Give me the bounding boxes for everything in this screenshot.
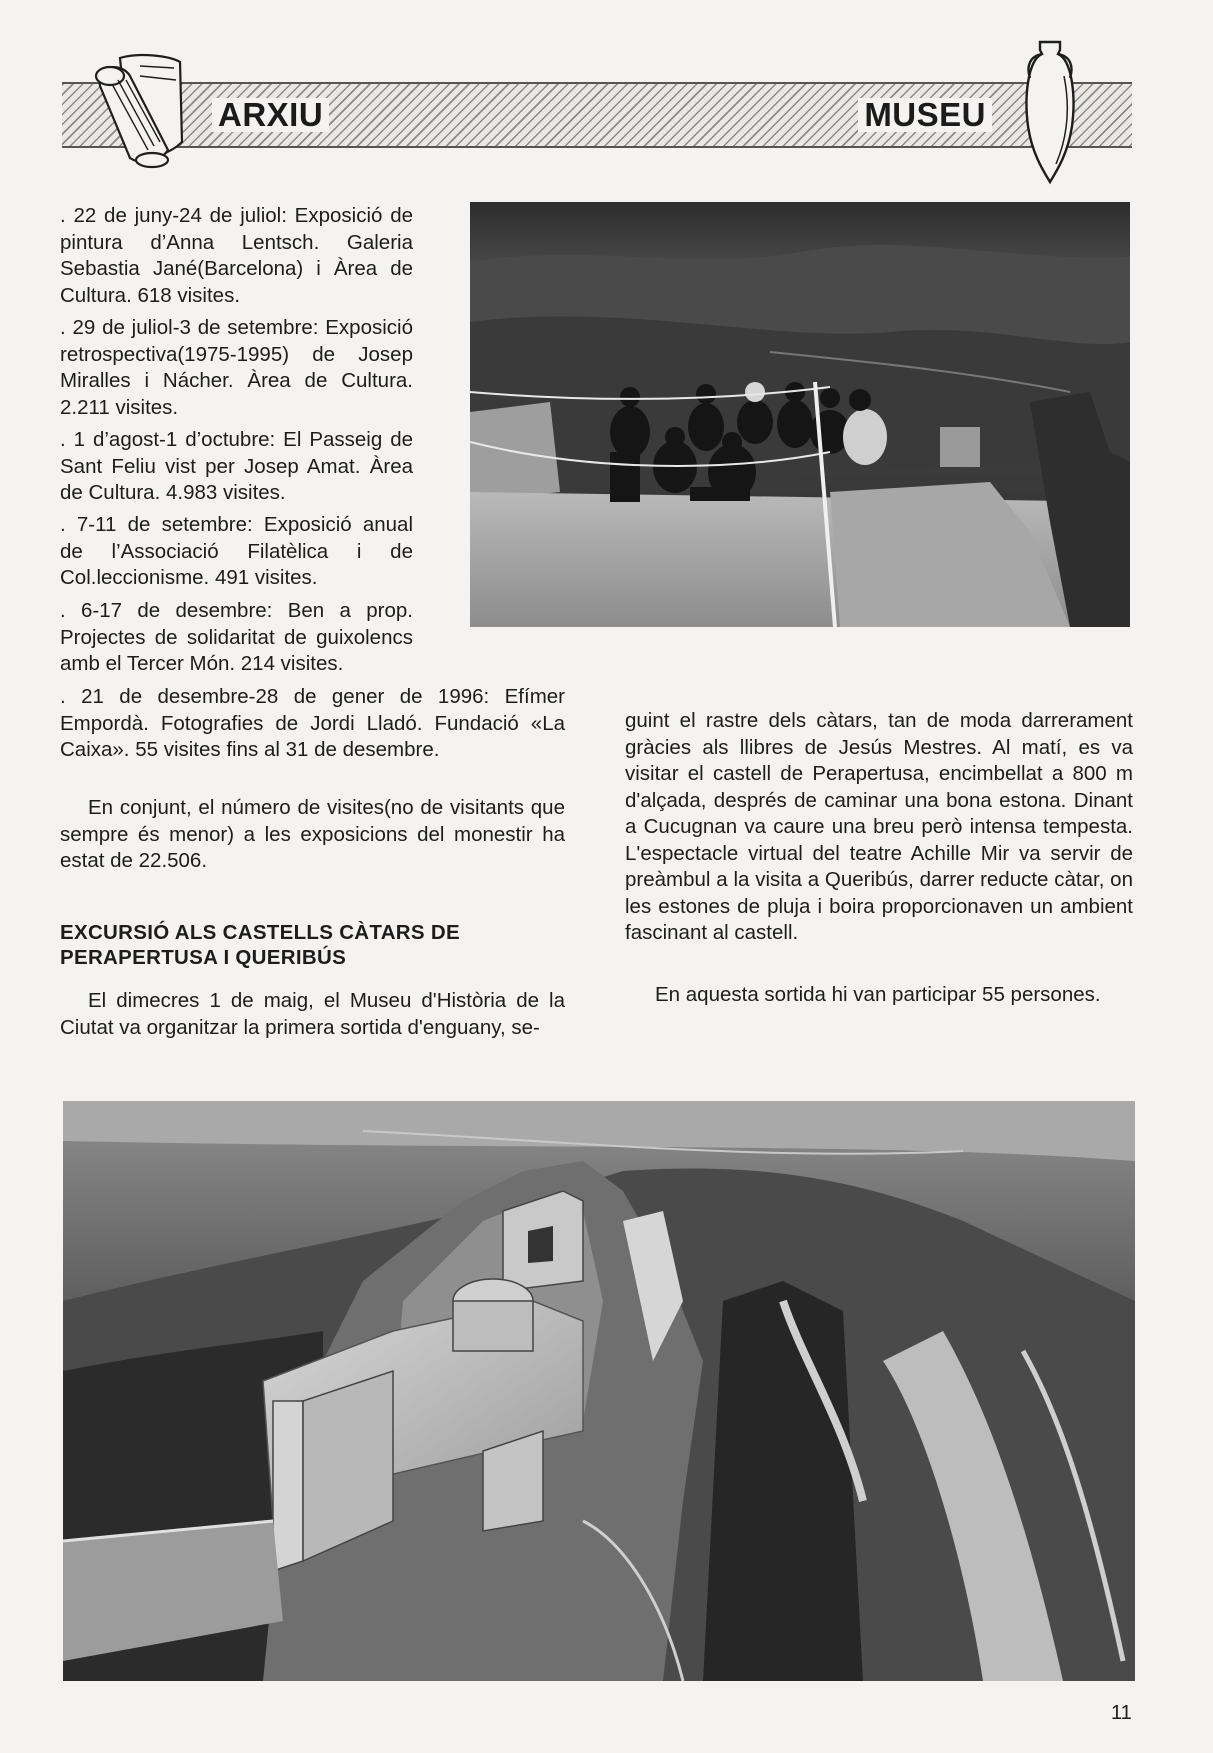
visits-summary: En conjunt, el número de visites(no de visitants que sempre és menor) a les exposicions del monestir ha estat de 22.506. [60, 796, 565, 872]
exhibition-item: . 22 de juny-24 de juliol: Exposició de pintura d’Anna Lentsch. Galeria Sebastia Jané(Barcelona) i Àrea de Cultura. 618 visites. [60, 204, 413, 307]
exhibition-item: . 6-17 de desembre: Ben a prop. Projectes de solidaritat de guixolencs amb el Tercer Món. 214 visites. [60, 599, 413, 675]
exhibition-item: . 29 de juliol-3 de setembre: Exposició retrospectiva(1975-1995) de Josep Miralles i Nácher. Àrea de Cultura. 2.211 visites. [60, 316, 413, 419]
excursion-paragraph-start: El dimecres 1 de maig, el Museu d'Història de la Ciutat va organitzar la primera sortida d'enguany, se- [60, 989, 565, 1039]
museu-title: MUSEU [858, 98, 992, 132]
castle-aerial-photo [63, 1101, 1135, 1681]
page-number: 11 [1111, 1702, 1132, 1724]
excursion-heading: EXCURSIÓ ALS CASTELLS CÀTARS DE PERAPERTUSA I QUERIBÚS [60, 921, 460, 969]
group-photo [470, 202, 1130, 627]
excursion-paragraph-continued: guint el rastre dels càtars, tan de moda darrerament gràcies als llibres de Jesús Mestres. Al matí, es va visitar el castell de Perapertusa, encimbellat a 800 m d'alçada, després de caminar una bona estona. Dinant a Cucugnan va caure una breu però intensa tempesta. L'espectacle virtual del teatre Achille Mir va servir de preàmbul a la visita a Queribús, darrer reducte càtar, on les estones de pluja i boira proporcionaven un ambient fascinant al castell. [625, 709, 1133, 944]
section-header-band [62, 82, 1132, 148]
participants-paragraph: En aquesta sortida hi van participar 55 persones. [655, 983, 1101, 1006]
exhibition-item: . 7-11 de setembre: Exposició anual de l’Associació Filatèlica i de Col.leccionisme. 491 visites. [60, 513, 413, 589]
amphora-icon [1020, 36, 1080, 186]
scroll-icon [90, 50, 205, 170]
arxiu-title: ARXIU [212, 98, 329, 132]
exhibition-item: . 21 de desembre-28 de gener de 1996: Efímer Empordà. Fotografies de Jordi Lladó. Fundació «La Caixa». 55 visites fins al 31 de desembre. [60, 685, 565, 761]
exhibition-item: . 1 d’agost-1 d’octubre: El Passeig de Sant Feliu vist per Josep Amat. Àrea de Cultura. 4.983 visites. [60, 428, 413, 504]
